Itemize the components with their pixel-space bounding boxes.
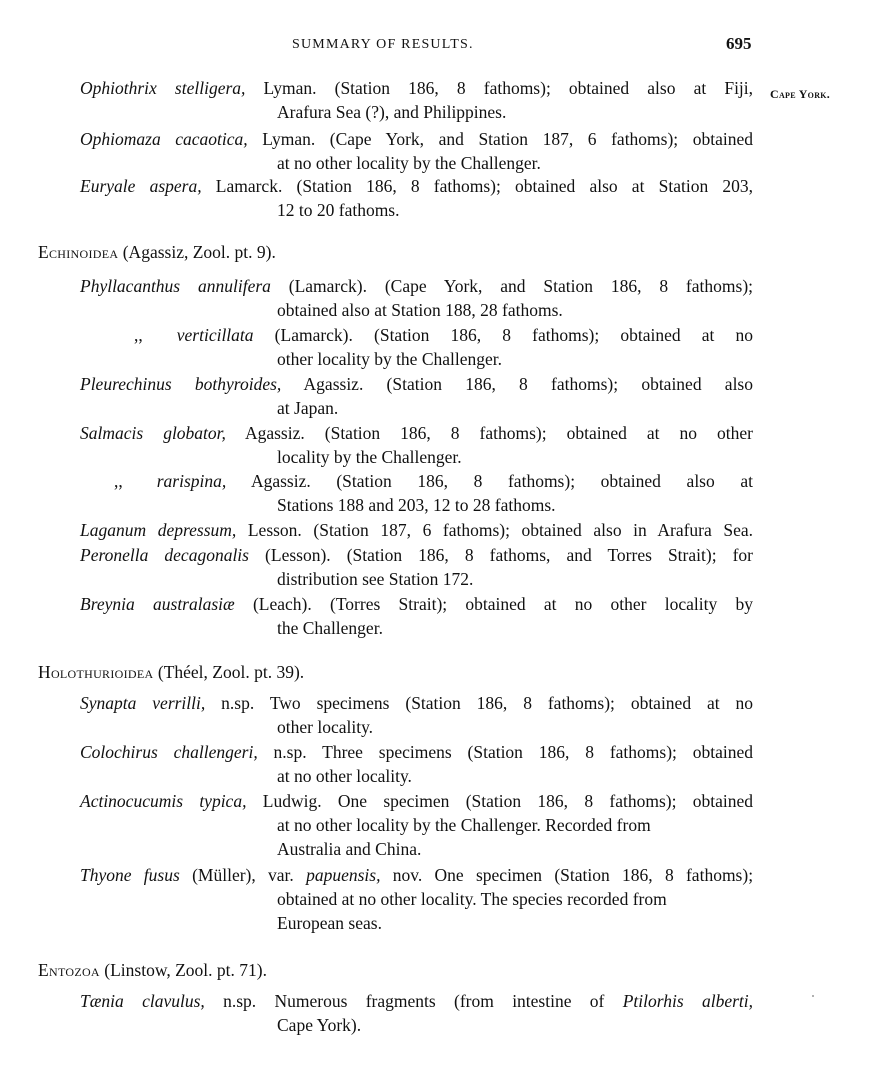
species-name: Laganum depressum, xyxy=(80,520,237,540)
entry-text: Lesson. (Station 187, 6 fathoms); obtained also in Arafura Sea. xyxy=(247,520,753,540)
entry-line xyxy=(80,543,753,567)
entry-continuation: Cape York). xyxy=(277,1015,362,1035)
entry-text: Lamarck. (Station 186, 8 fathoms); obtained also at Station 203, xyxy=(215,176,753,196)
entry-line xyxy=(80,691,753,715)
entry-line xyxy=(80,989,753,1013)
entry-continuation: Australia and China. xyxy=(277,839,422,859)
entry-text: Agassiz. (Station 186, 8 fathoms); obtained at no other xyxy=(244,423,753,443)
species-name: Colochirus challengeri, xyxy=(80,742,258,762)
species-name: Thyone fusus xyxy=(80,865,180,885)
entry-line xyxy=(80,518,753,542)
entry-text: n.sp. Numerous fragments (from intestine of xyxy=(223,991,605,1011)
entry-text: n.sp. Three specimens (Station 186, 8 fathoms); obtained xyxy=(273,742,754,762)
entry-continuation: at no other locality by the Challenger. Recorded from xyxy=(277,815,651,835)
entry-continuation: at no other locality by the Challenger. xyxy=(277,153,541,173)
species-name: Phyllacanthus annulifera xyxy=(80,276,271,296)
entry-continuation: other locality by the Challenger. xyxy=(277,349,503,369)
group-name: Echinoidea xyxy=(38,242,119,262)
entry-continuation: Stations 188 and 203, 12 to 28 fathoms. xyxy=(277,495,556,515)
entry-text: (Müller), var. xyxy=(192,865,294,885)
species-name: Synapta verrilli, xyxy=(80,693,206,713)
entry-text: Agassiz. (Station 186, 8 fathoms); obtained also at xyxy=(250,471,753,491)
page-number: 695 xyxy=(726,34,752,53)
entry-text: (Lesson). (Station 186, 8 fathoms, and Torres Strait); for xyxy=(265,545,754,565)
entry-continuation: the Challenger. xyxy=(277,618,383,638)
group-heading-entozoa xyxy=(38,958,267,982)
entry-line xyxy=(114,469,753,493)
entry-line xyxy=(80,740,753,764)
paper-speck xyxy=(812,995,814,997)
entry-line xyxy=(80,127,753,151)
entry-line xyxy=(80,863,753,887)
entry-text: (Lamarck). (Station 186, 8 fathoms); obtained at no xyxy=(274,325,753,345)
group-name: Entozoa xyxy=(38,960,100,980)
entry-continuation: at no other locality. xyxy=(277,766,412,786)
species-name: Actinocucumis typica, xyxy=(80,791,247,811)
species-name: verticillata xyxy=(176,325,254,345)
entry-continuation: 12 to 20 fathoms. xyxy=(277,200,400,220)
variety-name: papuensis, xyxy=(306,865,381,885)
group-name: Holothurioidea xyxy=(38,662,154,682)
entry-text: nov. One specimen (Station 186, 8 fathoms); xyxy=(392,865,754,885)
entry-line xyxy=(80,789,753,813)
entry-line xyxy=(134,323,753,347)
ditto-mark: ,, xyxy=(114,471,123,491)
species-name: rarispina, xyxy=(156,471,227,491)
entry-text: Lyman. (Station 186, 8 fathoms); obtained also at Fiji, xyxy=(263,78,754,98)
entry-continuation: Arafura Sea (?), and Philippines. xyxy=(277,102,507,122)
entry-continuation: distribution see Station 172. xyxy=(277,569,474,589)
species-name: Peronella decagonalis xyxy=(80,545,249,565)
group-reference: (Théel, Zool. pt. 39). xyxy=(157,662,305,682)
entry-continuation: other locality. xyxy=(277,717,374,737)
entry-line xyxy=(80,372,753,396)
species-name: Ophiomaza cacaotica, xyxy=(80,129,248,149)
entry-continuation: obtained at no other locality. The species recorded from xyxy=(277,889,667,909)
species-name: Euryale aspera, xyxy=(80,176,202,196)
entry-text: Agassiz. (Station 186, 8 fathoms); obtained also xyxy=(303,374,753,394)
entry-continuation: obtained also at Station 188, 28 fathoms. xyxy=(277,300,563,320)
group-reference: (Agassiz, Zool. pt. 9). xyxy=(122,242,276,262)
entry-line xyxy=(80,592,753,616)
entry-continuation: at Japan. xyxy=(277,398,339,418)
entry-text: n.sp. Two specimens (Station 186, 8 fathoms); obtained at no xyxy=(221,693,754,713)
species-name: Tænia clavulus, xyxy=(80,991,205,1011)
group-heading-holothurioidea xyxy=(38,660,304,684)
group-reference: (Linstow, Zool. pt. 71). xyxy=(104,960,267,980)
entry-line xyxy=(80,76,753,100)
entry-text: (Leach). (Torres Strait); obtained at no other locality by xyxy=(252,594,754,614)
margin-note: Cape York. xyxy=(770,87,831,101)
page-header xyxy=(0,33,880,57)
entry-text: (Lamarck). (Cape York, and Station 186, 8 fathoms); xyxy=(288,276,754,296)
species-name: Ophiothrix stelligera, xyxy=(80,78,246,98)
host-name: Ptilorhis alberti, xyxy=(622,991,754,1011)
entry-continuation: European seas. xyxy=(277,913,382,933)
entry-line xyxy=(80,421,753,445)
entry-line xyxy=(80,274,753,298)
entry-continuation: locality by the Challenger. xyxy=(277,447,462,467)
entry-line xyxy=(80,174,753,198)
running-head: SUMMARY OF RESULTS. xyxy=(292,37,474,52)
ditto-mark: ,, xyxy=(134,325,143,345)
species-name: Breynia australasiæ xyxy=(80,594,235,614)
species-name: Pleurechinus bothyroides, xyxy=(80,374,282,394)
entry-text: Lyman. (Cape York, and Station 187, 6 fathoms); obtained xyxy=(262,129,753,149)
species-name: Salmacis globator, xyxy=(80,423,226,443)
group-heading-echinoidea xyxy=(38,240,276,264)
entry-text: Ludwig. One specimen (Station 186, 8 fathoms); obtained xyxy=(262,791,753,811)
